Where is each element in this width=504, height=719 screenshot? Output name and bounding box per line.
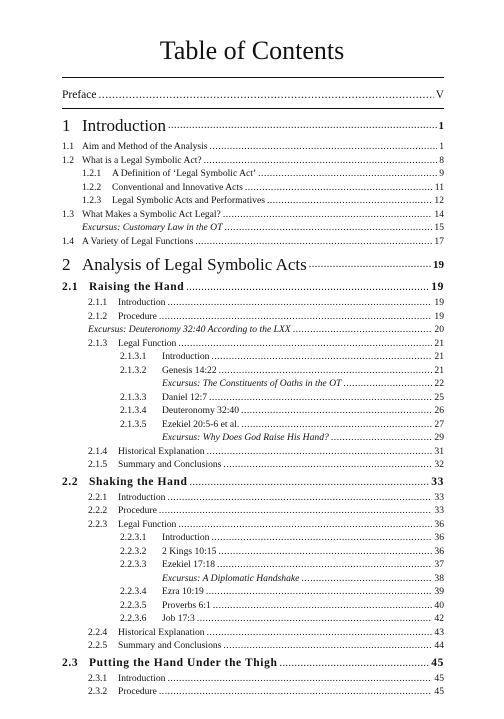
toc-entry-title: Analysis of Legal Symbolic Acts [82,255,307,274]
toc-entry [62,518,444,532]
dot-leader [343,377,432,391]
toc-entry [62,208,444,222]
toc-entry-page: 45 [431,656,444,669]
toc-entry [62,418,444,432]
toc-entry [62,474,444,491]
toc-entry-number: 2.2.1 [88,491,108,503]
title-rule-top [62,77,444,78]
toc-entry [62,167,444,181]
toc-entry [62,235,444,249]
toc-entry-title: What Makes a Symbolic Act Legal? [82,208,221,220]
dot-leader [213,599,433,613]
toc-entry-page: 31 [434,445,444,457]
toc-entry-title: Genesis 14:22 [162,364,217,376]
toc-entry [62,585,444,599]
toc-entry [62,404,444,418]
toc-entry-title: Legal Function [118,337,177,349]
toc-entry-page: 17 [434,235,444,247]
toc-entry-page: 44 [434,640,444,651]
dot-leader [195,235,432,249]
toc-entry-number: 2.1 [62,281,79,293]
dot-leader [258,167,437,181]
toc-entry-title: Introduction [118,297,166,308]
toc-entry-page: 1 [439,141,444,152]
toc-entry-number: 2.2.3.2 [120,545,147,557]
toc-entry-page: 21 [434,351,444,362]
toc-entry-title: Putting the Hand Under the Thigh [89,656,278,669]
toc-entry-page: 32 [434,459,444,470]
toc-entry-page: 26 [434,405,444,416]
toc-entry [62,254,444,276]
toc-entry-title: Introduction [162,532,210,543]
toc-entry [62,445,444,459]
toc-entry [62,612,444,626]
dot-leader [279,655,429,672]
dot-leader [301,572,432,586]
toc-entry-page: 19 [434,310,444,322]
dot-leader [206,585,433,599]
dot-leader [186,279,429,296]
dot-leader [293,323,433,337]
dot-leader [245,181,433,195]
dot-leader [189,474,429,491]
toc-entry-title: What is a Legal Symbolic Act? [82,154,202,166]
toc-entry-page: 33 [434,491,444,503]
toc-entry-number: 2.2.4 [88,626,108,638]
toc-entry-number: 2.1.3.3 [120,391,147,403]
toc-entry [62,572,444,586]
toc-entry [62,531,444,545]
toc-entry-title: Excursus: The Constituents of Oaths in the OT [162,378,342,389]
toc-entry-number: 2.3.2 [88,686,108,697]
dot-leader [211,350,432,364]
dot-leader [223,458,432,472]
toc-entry-number: 2.2.3.1 [120,532,147,543]
dot-leader [211,531,432,545]
dot-leader [159,504,433,518]
toc-entry-number: 1.1 [62,141,74,152]
toc-entry-title: Procedure [118,310,157,322]
toc-entry-title: Procedure [118,505,157,516]
toc-entry [62,558,444,572]
toc-entry [62,115,444,137]
dot-leader [168,115,436,137]
toc-entry-title: Introduction [118,491,166,503]
toc-entry [62,545,444,559]
toc-entry-title: Historical Explanation [118,445,205,457]
dot-leader [210,140,438,154]
toc-entry-page: 1 [438,120,444,132]
toc-entry-title: Preface [62,89,97,101]
toc-entry-title: Excursus: A Diplomatic Handshake [162,572,300,584]
toc-entry-title: Shaking the Hand [89,475,188,488]
toc-entry-page: 42 [434,613,444,624]
toc-entry-title: A Definition of ‘Legal Symbolic Act’ [112,168,257,179]
toc-entry-page: 45 [434,686,444,697]
dot-leader [178,337,432,351]
toc-entry-page: 37 [434,559,444,570]
toc-entry [62,655,444,672]
toc-entry-page: 19 [431,281,444,293]
dot-leader [167,672,432,686]
toc-entry-title: Ezra 10:19 [162,586,204,597]
toc-entry [62,364,444,378]
dot-leader [207,626,433,640]
toc-entry-page: 20 [434,324,444,335]
dot-leader [207,445,433,459]
toc-entry-number: 2.2.3.4 [120,586,147,597]
toc-entry-number: 2.1.2 [88,310,108,322]
dot-leader [241,418,432,432]
toc-entry-title: Proverbs 6:1 [162,599,211,611]
toc-entry [62,221,444,235]
toc-entry-title: Introduction [118,672,166,684]
dot-leader [98,86,433,104]
dot-leader [204,154,438,168]
toc-entry-page: 33 [434,505,444,516]
toc-entry-number: 1.2.2 [82,181,102,193]
toc-entry-title: Ezekiel 20:5-6 et al. [162,418,240,430]
dot-leader [209,391,432,405]
toc-entry [62,296,444,310]
dot-leader [309,254,431,276]
toc-entry-number: 2.2.5 [88,640,108,651]
dot-leader [223,639,432,653]
dot-leader [217,558,432,572]
dot-leader [218,545,432,559]
toc-entry-number: 2 [62,255,71,274]
toc-entry [62,599,444,613]
toc-entry-title: Aim and Method of the Analysis [82,141,208,152]
toc-entry-title: Excursus: Customary Law in the OT [82,222,223,233]
toc-entry-page: 33 [431,475,444,488]
toc-entry [62,672,444,686]
toc-entry [62,140,444,154]
dot-leader [167,296,432,310]
toc-entry-page: 38 [434,572,444,584]
page-title: Table of Contents [159,36,345,65]
toc-entry-title: Legal Symbolic Acts and Performatives [112,195,265,206]
toc-entry-title: Legal Function [118,518,177,530]
toc-entry-number: 1.2.3 [82,195,102,206]
toc-entry-number: 2.2.3.3 [120,559,147,570]
toc-entry-page: 36 [434,518,444,530]
toc-entry-title: Summary and Conclusions [118,459,222,470]
toc-entry-number: 1 [62,116,71,135]
toc-entry-title: Deuteronomy 32:40 [162,405,240,416]
toc-entry-number: 2.1.3.1 [120,351,147,362]
toc-entry-page: 45 [434,672,444,684]
toc-entry-page: V [435,89,444,101]
toc-entry [62,639,444,653]
toc-entry-page: 29 [434,432,444,443]
toc-entry-title: Excursus: Deuteronomy 32:40 According to the LXX [88,324,291,335]
toc-entry-page: 43 [434,626,444,638]
toc-entry-title: Ezekiel 17:18 [162,559,216,570]
toc-entry-page: 36 [434,532,444,543]
toc-entry-number: 2.2.3.5 [120,599,147,611]
toc-entry-page: 9 [439,168,444,179]
toc-entry-page: 8 [439,154,444,166]
toc-entry-page: 19 [434,297,444,308]
toc-entry-title: Job 17:3 [162,613,195,624]
toc-entry-number: 2.2 [62,475,79,488]
toc-entry-number: 2.2.2 [88,505,108,516]
toc-entry-title: Conventional and Innovative Acts [112,181,243,193]
toc-entry-number: 1.4 [62,235,74,247]
toc-entry-number: 2.1.3.5 [120,418,147,430]
toc-entry-title: Historical Explanation [118,626,205,638]
toc-entry-title: Procedure [118,686,157,697]
toc-entry [62,350,444,364]
toc-entry [62,626,444,640]
toc-entry-number: 1.3 [62,208,74,220]
toc-entry [62,504,444,518]
toc-entry-title: Introduction [162,351,210,362]
toc-entry-number: 2.3.1 [88,672,108,684]
toc-entry [62,154,444,168]
toc-entry-number: 2.1.3 [88,337,108,349]
toc-list [62,86,444,699]
dot-leader [224,221,432,235]
toc-entry-page: 19 [433,259,444,271]
toc-entry-title: 2 Kings 10:15 [162,545,217,557]
dot-leader [241,404,432,418]
toc-entry-title: Introduction [82,116,167,135]
dot-leader [159,310,433,324]
toc-entry [62,323,444,337]
toc-entry-title: Summary and Conclusions [118,640,222,651]
toc-entry-title: A Variety of Legal Functions [82,235,194,247]
dot-leader [219,364,433,378]
toc-entry [62,391,444,405]
toc-entry-number: 2.1.5 [88,459,108,470]
toc-entry [62,685,444,699]
toc-entry-number: 2.2.3 [88,518,108,530]
toc-entry-page: 36 [434,545,444,557]
toc-entry-page: 14 [434,208,444,220]
toc-entry-page: 12 [434,195,444,206]
toc-entry [62,491,444,505]
toc-entry-number: 2.3 [62,656,79,669]
toc-entry-number: 2.2.3.6 [120,613,147,624]
toc-entry-number: 2.1.3.4 [120,405,147,416]
toc-entry-title: Excursus: Why Does God Raise His Hand? [162,432,329,443]
toc-entry-page: 27 [434,418,444,430]
toc-entry-title: Raising the Hand [89,281,185,293]
dot-leader [159,685,433,699]
dot-leader [223,208,433,222]
dot-leader [178,518,432,532]
toc-entry-page: 15 [434,222,444,233]
dot-leader [267,194,432,208]
toc-entry [62,279,444,296]
toc-entry-number: 1.2 [62,154,74,166]
toc-entry-number: 2.1.3.2 [120,364,147,376]
toc-entry-page: 25 [434,391,444,403]
dot-leader [197,612,433,626]
toc-entry-number: 1.2.1 [82,168,102,179]
toc-entry-number: 2.1.1 [88,297,108,308]
toc-entry-page: 21 [434,364,444,376]
dot-leader [167,491,432,505]
toc-entry [62,181,444,195]
toc-entry [62,310,444,324]
toc-entry-page: 40 [434,599,444,611]
toc-entry-page: 21 [434,337,444,349]
toc-entry [62,86,444,104]
toc-entry [62,194,444,208]
dot-leader [331,431,433,445]
toc-entry [62,431,444,445]
toc-entry [62,337,444,351]
toc-entry-page: 11 [434,181,444,193]
toc-entry [62,458,444,472]
toc-entry [62,377,444,391]
toc-entry-page: 22 [434,378,444,389]
toc-entry-title: Daniel 12:7 [162,391,208,403]
toc-entry-page: 39 [434,586,444,597]
toc-entry-number: 2.1.4 [88,445,108,457]
